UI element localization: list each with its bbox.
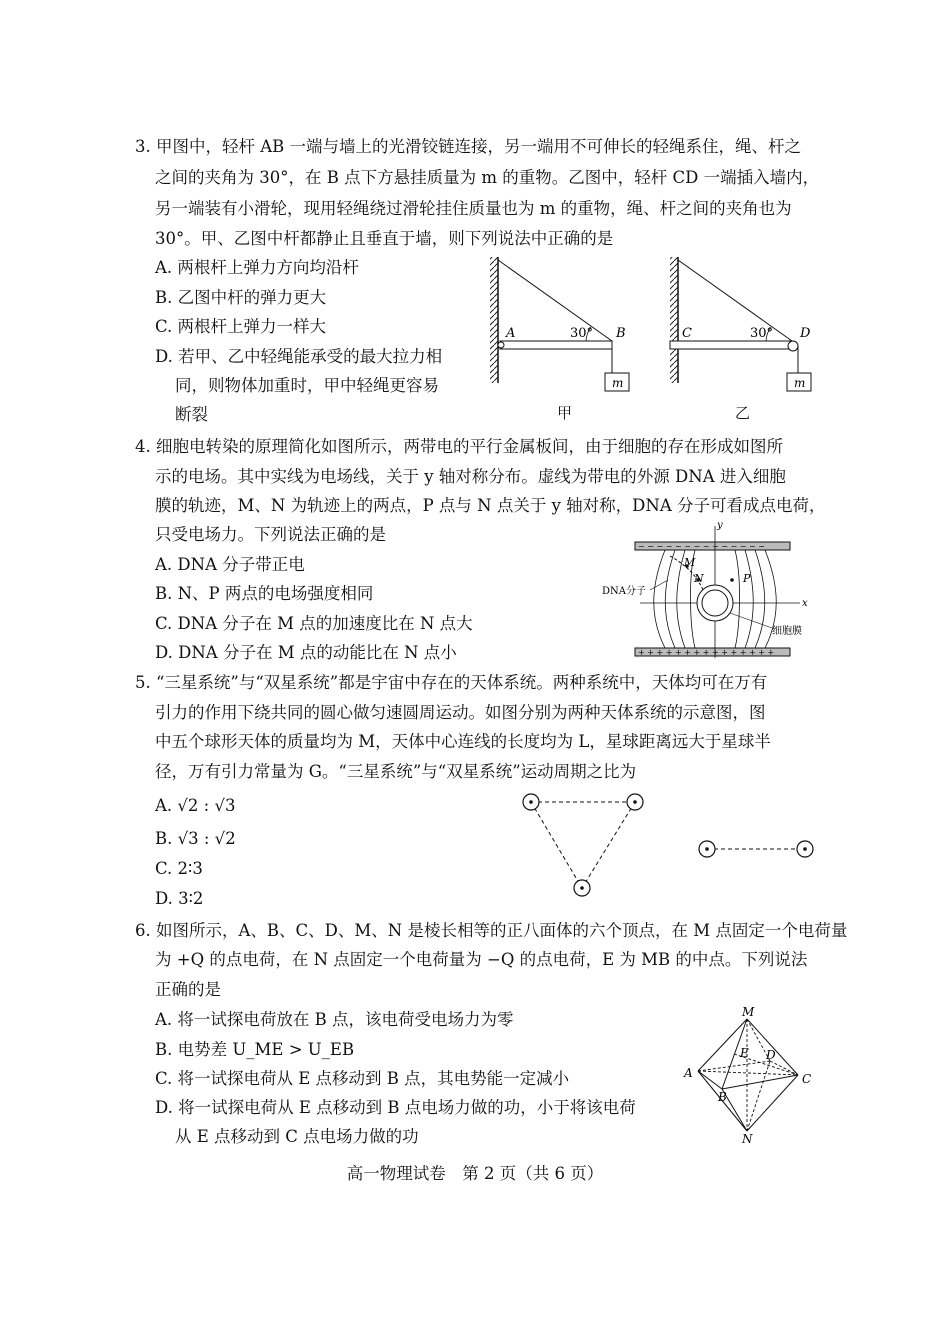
q6-line-2: 为 +Q 的点电荷，在 N 点固定一个电荷量为 −Q 的点电荷，E 为 MB 的中点。下列说法: [155, 950, 808, 969]
q3-label-b: B: [616, 326, 626, 341]
q3-angle-right: 30°: [750, 326, 774, 341]
q5-option-c: C. 2∶3: [155, 859, 203, 878]
q3-label-a: A: [506, 326, 516, 341]
q6-option-a: A. 将一试探电荷放在 B 点，该电荷受电场力为零: [155, 1010, 514, 1029]
q6-label-e: E: [740, 1046, 749, 1060]
q4-figure: [600, 518, 820, 663]
q3-caption-right: 乙: [735, 404, 751, 422]
q5-line-3: 中五个球形天体的质量均为 M，天体中心连线的长度均为 L，星球距离远大于星球半: [155, 732, 771, 751]
q3-line-3: 另一端装有小滑轮，现用轻绳绕过滑轮挂住质量也为 m 的重物，绳、杆之间的夹角也为: [155, 199, 792, 218]
q4-membrane-label: 细胞膜: [772, 626, 802, 637]
q6-label-c: C: [802, 1072, 812, 1086]
q3-line-4: 30°。甲、乙图中杆都静止且垂直于墙，则下列说法中正确的是: [155, 229, 614, 248]
q4-label-n: N: [694, 572, 704, 585]
q5-line-2: 引力的作用下绕共同的圆心做匀速圆周运动。如图分别为两种天体系统的示意图，图: [155, 703, 766, 722]
q3-option-b: B. 乙图中杆的弹力更大: [155, 288, 327, 307]
q4-line-2: 示的电场。其中实线为电场线，关于 y 轴对称分布。虚线为带电的外源 DNA 进入细胞: [155, 467, 786, 486]
q4-option-b: B. N、P 两点的电场强度相同: [155, 584, 374, 603]
q6-option-d-cont: 从 E 点移动到 C 点电场力做的功: [175, 1127, 419, 1146]
q3-option-a: A. 两根杆上弹力方向均沿杆: [155, 258, 359, 277]
q6-octahedron-figure: [680, 1005, 820, 1145]
q6-label-n: N: [742, 1132, 753, 1145]
q4-dna-label: DNA分子: [602, 586, 646, 597]
q4-option-d: D. DNA 分子在 M 点的动能比在 N 点小: [155, 643, 457, 662]
q4-bottom-plate-charges: + + + + + + + + + + + + + + +: [638, 648, 775, 657]
q4-y-axis-label: y: [717, 520, 723, 531]
q3-mass-right: m: [794, 376, 806, 390]
q5-three-star-figure: [515, 788, 650, 903]
q4-label-p: P: [743, 572, 751, 585]
q4-option-a: A. DNA 分子带正电: [155, 555, 305, 574]
q6-line-1: 6. 如图所示，A、B、C、D、M、N 是棱长相等的正八面体的六个顶点，在 M 点固定一个电荷量: [135, 921, 848, 940]
q4-line-1: 4. 细胞电转染的原理简化如图所示，两带电的平行金属板间，由于细胞的存在形成如图所: [135, 437, 783, 456]
q3-angle-left: 30°: [570, 326, 594, 341]
page-footer: 高一物理试卷 第 2 页（共 6 页）: [346, 1164, 604, 1183]
q5-option-b: B. √3 : √2: [155, 829, 236, 848]
q5-two-star-figure: [695, 836, 820, 864]
q4-label-m: M: [684, 556, 696, 569]
q3-caption-left: 甲: [557, 404, 573, 422]
q3-figure-right: [668, 255, 828, 395]
q4-top-plate-charges: − − − − − − − − − − − − − −: [638, 542, 765, 551]
q4-option-c: C. DNA 分子在 M 点的加速度比在 N 点大: [155, 614, 473, 633]
q3-line-1: 3. 甲图中，轻杆 AB 一端与墙上的光滑铰链连接，另一端用不可伸长的轻绳系住，绳、杆之: [135, 137, 802, 156]
q3-option-d: D. 若甲、乙中轻绳能承受的最大拉力相: [155, 347, 443, 366]
q3-option-d-cont: 同，则物体加重时，甲中轻绳更容易: [175, 376, 439, 395]
q3-figure-left: [488, 255, 648, 395]
q6-option-b: B. 电势差 U_ME > U_EB: [155, 1040, 355, 1059]
q6-label-m: M: [742, 1005, 755, 1019]
q6-label-a: A: [684, 1066, 693, 1080]
q3-option-d-cont2: 断裂: [175, 405, 208, 424]
q3-mass-left: m: [612, 376, 624, 390]
q3-label-d: D: [800, 326, 811, 341]
q3-label-c: C: [682, 326, 692, 341]
q5-option-a: A. √2 : √3: [155, 796, 236, 815]
q6-option-c: C. 将一试探电荷从 E 点移动到 B 点，其电势能一定减小: [155, 1069, 570, 1088]
q6-option-d: D. 将一试探电荷从 E 点移动到 B 点电场力做的功，小于将该电荷: [155, 1098, 636, 1117]
q3-option-c: C. 两根杆上弹力一样大: [155, 317, 327, 336]
q6-label-b: B: [718, 1090, 727, 1104]
q6-line-3: 正确的是: [155, 980, 221, 999]
q3-line-2: 之间的夹角为 30°，在 B 点下方悬挂质量为 m 的重物。乙图中，轻杆 CD 一端插入墙内，: [155, 168, 820, 187]
q4-line-4: 只受电场力。下列说法正确的是: [155, 525, 386, 544]
q4-x-axis-label: x: [802, 598, 808, 609]
q5-line-1: 5. “三星系统”与“双星系统”都是宇宙中存在的天体系统。两种系统中，天体均可在万有: [135, 673, 768, 692]
q4-line-3: 膜的轨迹，M、N 为轨迹上的两点，P 点与 N 点关于 y 轴对称，DNA 分子可看成点电荷，: [155, 496, 826, 515]
q6-label-d: D: [766, 1048, 776, 1062]
q5-line-4: 径，万有引力常量为 G。“三星系统”与“双星系统”运动周期之比为: [155, 762, 637, 781]
q5-option-d: D. 3∶2: [155, 889, 204, 908]
